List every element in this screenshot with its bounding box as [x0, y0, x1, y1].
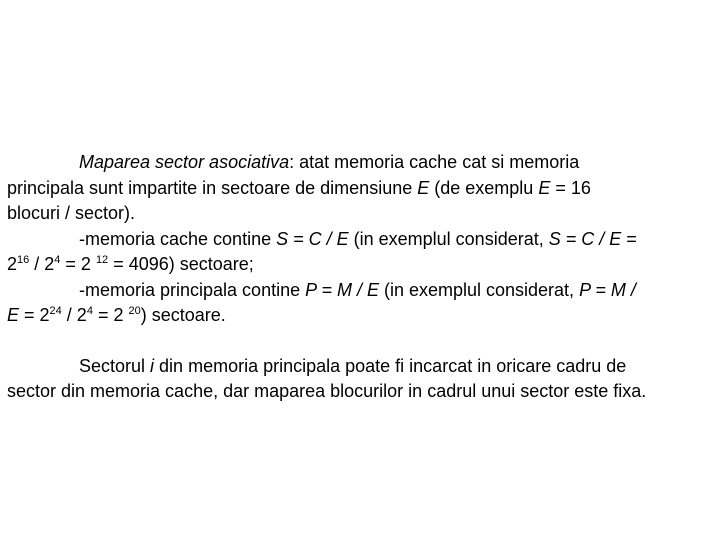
- main-memory-sectors-line-1: -memoria principala contine P = M / E (in exemplul considerat, P = M /: [79, 279, 636, 300]
- document-body: [7, 150, 715, 405]
- formula-p: P = M / E: [305, 279, 379, 300]
- sector-mapping-line-2: sector din memoria cache, dar maparea blocurilor in cadrul unui sector este fixa.: [7, 381, 647, 401]
- formula-s: S = C / E: [276, 228, 349, 249]
- main-memory-sectors-line-2: $E = 2^{24} / 2^4 = 2$ $^{20}$) sectoare.: [7, 305, 226, 325]
- sector-mapping-line-1: Sectorul i din memoria principala poate fi incarcat in oricare cadru de: [79, 355, 627, 376]
- term-maparea-sector-asociativa: Maparea sector asociativa: [79, 152, 290, 172]
- paragraph-gap: [7, 329, 715, 354]
- cache-sectors-line-2: $2^{16} / 2^4 = 2$ $^{12}$ = 4096) sectoare;: [7, 254, 254, 274]
- cache-sectors-line-1: -memoria cache contine S = C / E (in exemplul considerat, S = C / E =: [79, 228, 637, 249]
- definition-line-3: blocuri / sector).: [7, 203, 136, 223]
- definition-line-2: principala sunt impartite in sectoare de dimensiune E (de exemplu E = 16: [7, 177, 591, 198]
- definition-line-1: Maparea sector asociativa: atat memoria cache cat si memoria: [79, 152, 580, 172]
